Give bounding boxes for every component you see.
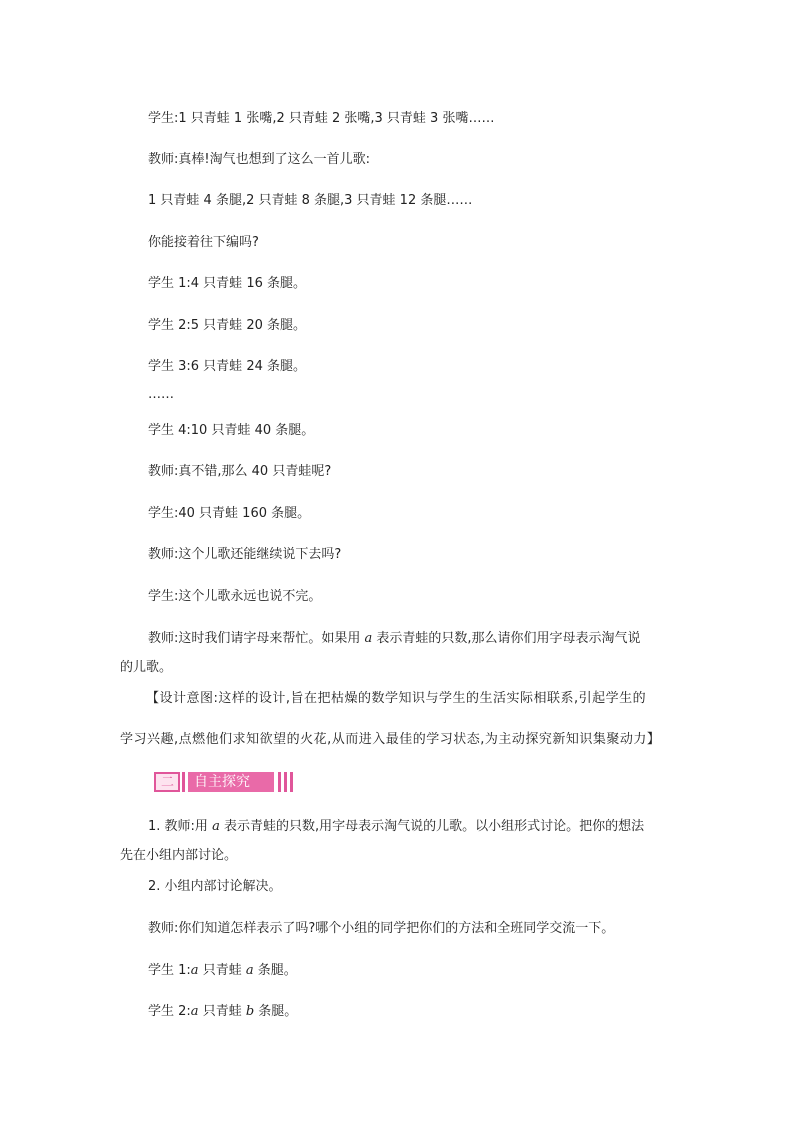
text-segment: 条腿。 bbox=[254, 1004, 298, 1019]
dialogue-line: 教师:你们知道怎样表示了吗?哪个小组的同学把你们的方法和全班同学交流一下。 bbox=[148, 921, 615, 936]
dialogue-line: 学生:40 只青蛙 160 条腿。 bbox=[148, 506, 311, 521]
decorative-bar bbox=[290, 772, 293, 792]
dialogue-line: 学生 3:6 只青蛙 24 条腿。 bbox=[148, 359, 306, 374]
text-segment: 只青蛙 bbox=[198, 963, 246, 978]
dialogue-line: 教师:这个儿歌还能继续说下去吗? bbox=[148, 547, 342, 562]
ellipsis: …… bbox=[148, 387, 174, 402]
dialogue-line: 学生 1:4 只青蛙 16 条腿。 bbox=[148, 276, 306, 291]
step-line: 2. 小组内部讨论解决。 bbox=[148, 879, 282, 894]
dialogue-line: 你能接着往下编吗? bbox=[148, 235, 259, 250]
step-line: 先在小组内部讨论。 bbox=[120, 848, 238, 863]
text-segment: 表示青蛙的只数,用字母表示淘气说的儿歌。以小组形式讨论。把你的想法 bbox=[219, 819, 645, 834]
step-line bbox=[148, 818, 644, 836]
decorative-bar bbox=[278, 772, 281, 792]
section-title: 自主探究 bbox=[194, 774, 250, 790]
dialogue-line bbox=[148, 962, 297, 980]
section-number: 二 bbox=[161, 775, 175, 790]
text-segment: 表示青蛙的只数,那么请你们用字母表示淘气说 bbox=[372, 631, 641, 646]
dialogue-line: 学生:1 只青蛙 1 张嘴,2 只青蛙 2 张嘴,3 只青蛙 3 张嘴…… bbox=[148, 111, 495, 126]
text-segment: 学生 2: bbox=[148, 1004, 191, 1019]
dialogue-line: 教师:真棒!淘气也想到了这么一首儿歌: bbox=[148, 152, 370, 167]
rhyme-line: 1 只青蛙 4 条腿,2 只青蛙 8 条腿,3 只青蛙 12 条腿…… bbox=[148, 193, 473, 208]
dialogue-line: 教师:真不错,那么 40 只青蛙呢? bbox=[148, 464, 332, 479]
dialogue-line bbox=[148, 1003, 297, 1021]
text-segment: 只青蛙 bbox=[198, 1004, 246, 1019]
text-segment: 学生 1: bbox=[148, 963, 191, 978]
variable-a: a bbox=[245, 963, 254, 978]
decorative-bar bbox=[284, 772, 287, 792]
design-intent-line: 【设计意图:这样的设计,旨在把枯燥的数学知识与学生的生活实际相联系,引起学生的 bbox=[146, 691, 647, 706]
dialogue-line: 学生:这个儿歌永远也说不完。 bbox=[148, 589, 322, 604]
variable-a: a bbox=[212, 819, 220, 834]
section-number-box bbox=[154, 772, 180, 792]
text-segment: 条腿。 bbox=[253, 963, 297, 978]
variable-b: b bbox=[245, 1004, 255, 1019]
variable-a: a bbox=[364, 631, 373, 646]
variable-a: a bbox=[190, 1004, 199, 1019]
variable-a: a bbox=[190, 963, 199, 978]
text-segment: 教师:这时我们请字母来帮忙。如果用 bbox=[148, 631, 365, 646]
dialogue-paragraph-line: 的儿歌。 bbox=[120, 660, 173, 675]
dialogue-paragraph-line bbox=[148, 630, 641, 648]
text-segment: 1. 教师:用 bbox=[148, 819, 213, 834]
section-header bbox=[154, 772, 294, 794]
dialogue-line: 学生 2:5 只青蛙 20 条腿。 bbox=[148, 318, 306, 333]
design-intent-line: 学习兴趣,点燃他们求知欲望的火花,从而进入最佳的学习状态,为主动探究新知识集聚动力】 bbox=[120, 732, 661, 747]
dialogue-line: 学生 4:10 只青蛙 40 条腿。 bbox=[148, 423, 315, 438]
decorative-bar bbox=[182, 772, 185, 792]
